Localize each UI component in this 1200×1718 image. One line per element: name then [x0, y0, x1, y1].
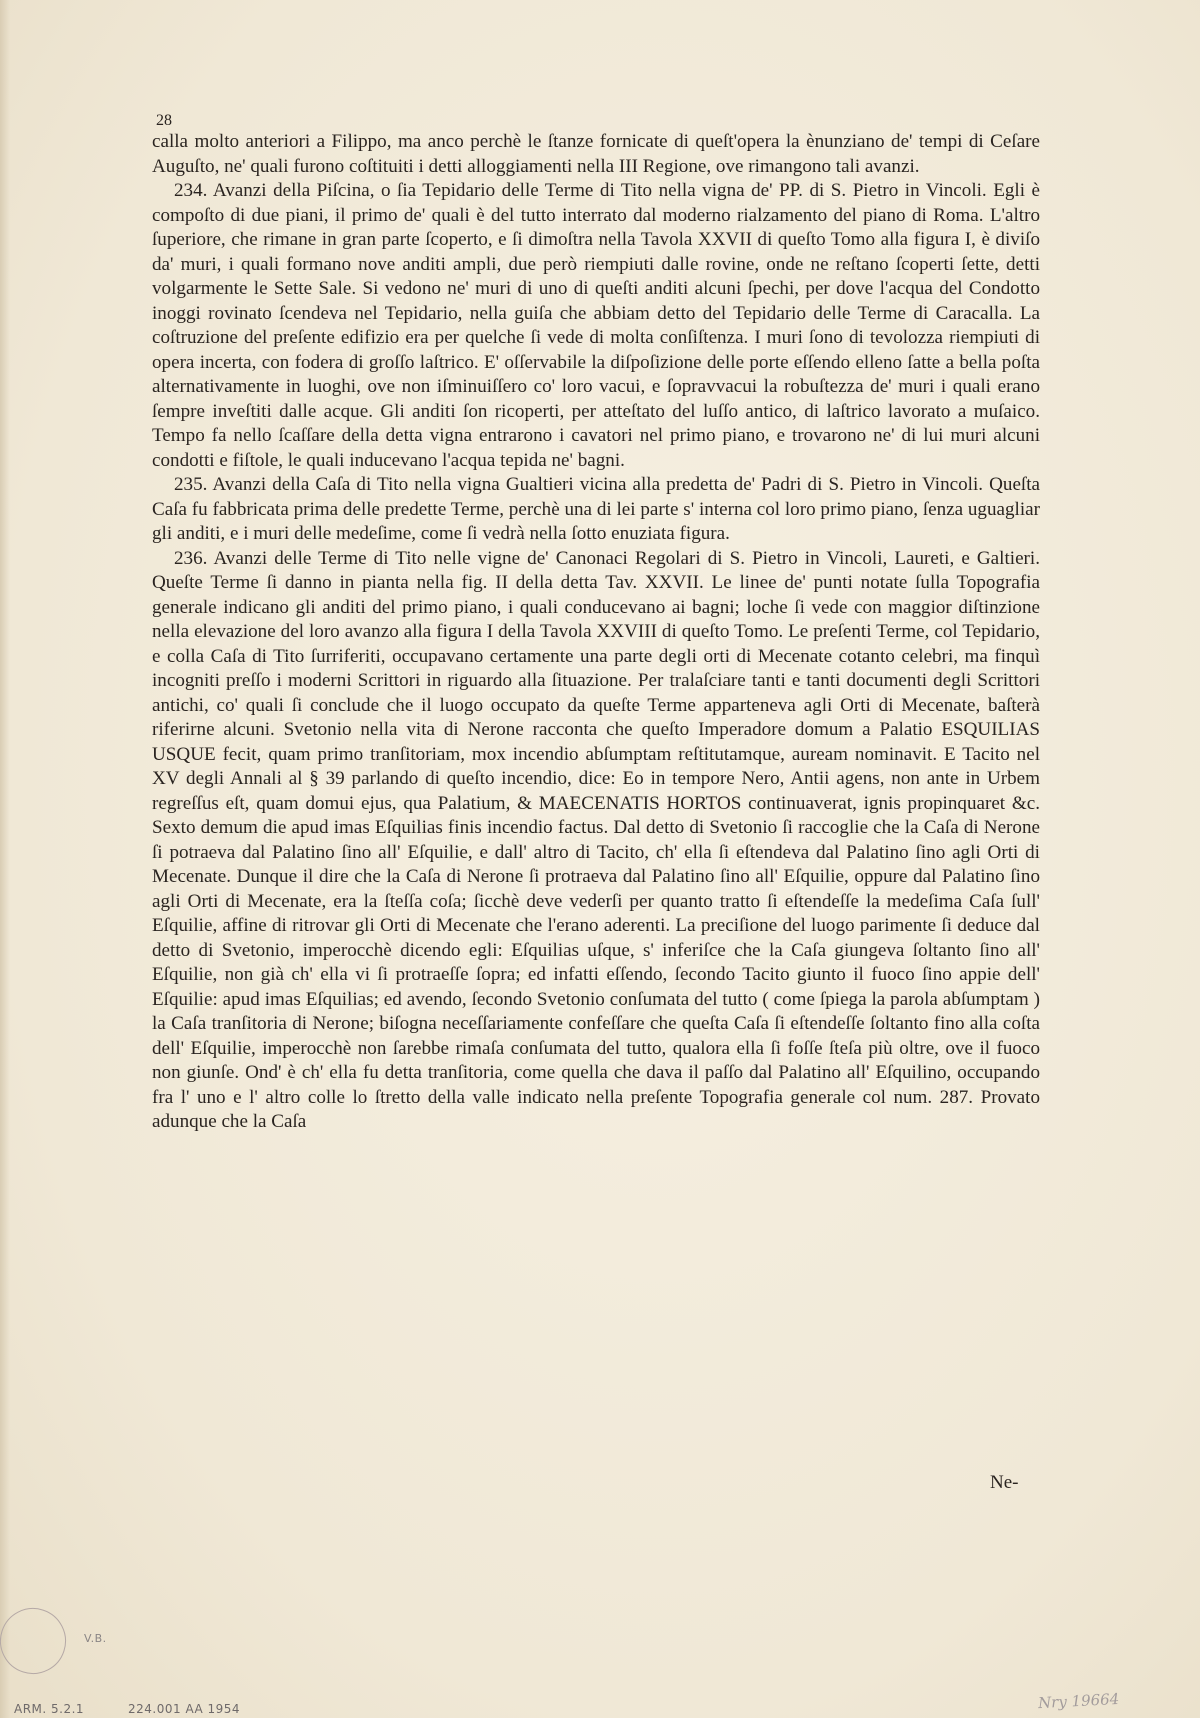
library-stamp: [0, 1599, 75, 1682]
body-text: [152, 130, 1040, 1135]
paragraph-235: 235. Avanzi della Caſa di Tito nella vigna Gualtieri vicina alla predetta de' Padri di S. Pietro in Vincoli. Queſta Caſa fu fabbricata prima delle predette Terme, perchè una di lei parte s' interna col loro primo piano, ſenza uguagliar gli anditi, e i muri delle medeſime, come ſi vedrà nella ſotto enuziata figura.: [152, 474, 1040, 544]
accession-number: 224.001 AA 1954: [128, 1702, 241, 1716]
catchword: Ne-: [990, 1472, 1019, 1493]
handwritten-number: Nry 19664: [1037, 1689, 1120, 1713]
pencil-note-vb: V.B.: [84, 1632, 107, 1645]
page-edge-shadow: [0, 0, 10, 1718]
paragraph-234: 234. Avanzi della Piſcina, o ſia Tepidario delle Terme di Tito nella vigna de' PP. di S. Pietro in Vincoli. Egli è compoſto di due piani, il primo de' quali è del tutto interrato dal moderno rialzamento del piano di Roma. L'altro ſuperiore, che rimane in gran parte ſcoperto, e ſi dimoſtra nella Tavola XXVII di queſto Tomo alla figura I, è diviſo da' muri, i quali formano nove anditi ampli, due però riempiuti dalle rovine, onde ne reſtano ſcoperti ſette, detti volgarmente le Sette Sale. Si vedono ne' muri di uno di queſti anditi alcuni ſpechi, per dove l'acqua del Condotto inoggi rovinato ſcendeva nel Tepidario, nella guiſa che abbiam detto del Tepidario delle Terme di Caracalla. La coſtruzione del preſente edifizio era per quelche ſi vede di molta conſiſtenza. I muri ſono di tevolozza riempiuti di opera incerta, con fodera di groſſo laſtrico. E' oſſervabile la diſpoſizione delle porte eſſendo elleno ſatte a bella poſta alternativamente in luoghi, ove non iſminuiſſero co' loro vacui, e ſopravvacui la robuſtezza de' muri i quali erano ſempre inveſtiti dalle acque. Gli anditi ſon ricoperti, per atteſtato del luſſo antico, di laſtrico lavorato a muſaico. Tempo fa nello ſcaſſare della detta vigna entrarono i cavatori nel primo piano, e trovarono ne' di lui muri alcuni condotti e fiſtole, le quali inducevano l'acqua tepida ne' bagni.: [152, 180, 1040, 471]
paragraph-continuation: calla molto anteriori a Filippo, ma anco perchè le ſtanze fornicate di queſt'opera la ènunziano de' tempi di Ceſare Auguſto, ne' quali furono coſtituiti i detti alloggiamenti nella III Regione, ove rimangono tali avanzi.: [152, 131, 1040, 177]
shelf-mark: ARM. 5.2.1: [14, 1702, 85, 1716]
paragraph-236: 236. Avanzi delle Terme di Tito nelle vigne de' Canonaci Regolari di S. Pietro in Vincoli, Laureti, e Galtieri. Queſte Terme ſi danno in pianta nella fig. II della detta Tav. XXVII. Le linee de' punti notate ſulla Topografia generale indicano gli anditi del primo piano, i quali conducevano ai bagni; loche ſi vede con maggior diſtinzione nella elevazione del loro avanzo alla figura I della Tavola XXVIII di queſto Tomo. Le preſenti Terme, col Tepidario, e colla Caſa di Tito ſurriferiti, occupavano certamente una parte degli orti di Mecenate cotanto celebri, ma finquì incogniti preſſo i moderni Scrittori in riguardo alla ſituazione. Per tralaſciare tanti e tanti documenti degli Scrittori antichi, co' quali ſi conclude che il luogo occupato da queſte Terme apparteneva agli Orti di Mecenate, baſterà riferirne alcuni. Svetonio nella vita di Nerone racconta che queſto Imperadore domum a Palatio ESQUILIAS USQUE fecit, quam primo tranſitoriam, mox incendio abſumptam reſtitutamque, auream nominavit. E Tacito nel XV degli Annali al § 39 parlando di queſto incendio, dice: Eo in tempore Nero, Antii agens, non ante in Urbem regreſſus eſt, quam domui ejus, qua Palatium, & MAECENATIS HORTOS continuaverat, ignis propinquaret &c. Sexto demum die apud imas Eſquilias finis incendio factus. Dal detto di Svetonio ſi raccoglie che la Caſa di Nerone ſi potraeva dal Palatino ſino all' Eſquilie, e dall' altro di Tacito, ch' ella ſi eſtendeva dal Palatino ſino agli Orti di Mecenate. Dunque il dire che la Caſa di Nerone ſi protraeva dal Palatino ſino all' Eſquilie, oppure dal Palatino ſino agli Orti di Mecenate, era la ſteſſa coſa; ſicchè deve vederſi per quanto tratto ſi eſtendeſſe la medeſima Caſa ſull' Eſquilie, affine di ritrovar gli Orti di Mecenate che l'erano aderenti. La preciſione del luogo parimente ſi deduce dal detto di Svetonio, imperocchè dicendo egli: Eſquilias uſque, s' inferiſce che la Caſa giungeva ſoltanto ſino all' Eſquilie, non già ch' ella vi ſi protraeſſe ſopra; ed infatti eſſendo, ſecondo Tacito giunto il fuoco ſino appie dell' Eſquilie: apud imas Eſquilias; ed avendo, ſecondo Svetonio conſumata del tutto ( come ſpiega la parola abſumptam ) la Caſa tranſitoria di Nerone; biſogna neceſſariamente confeſſare che queſta Caſa ſi eſtendeſſe ſoltanto fino alla coſta dell' Eſquilie, imperocchè non ſarebbe rimaſa conſumata del tutto, qualora ella ſi foſſe ſteſa più oltre, ove il fuoco non giunſe. Ond' è ch' ella fu detta tranſitoria, come quella che dava il paſſo dal Palatino all' Eſquilino, occupando fra l' uno e l' altro colle lo ſtretto della valle indicato nella preſente Topografia generale col num. 287. Provato adunque che la Caſa: [152, 547, 1040, 1132]
page-number: 28: [156, 112, 172, 129]
